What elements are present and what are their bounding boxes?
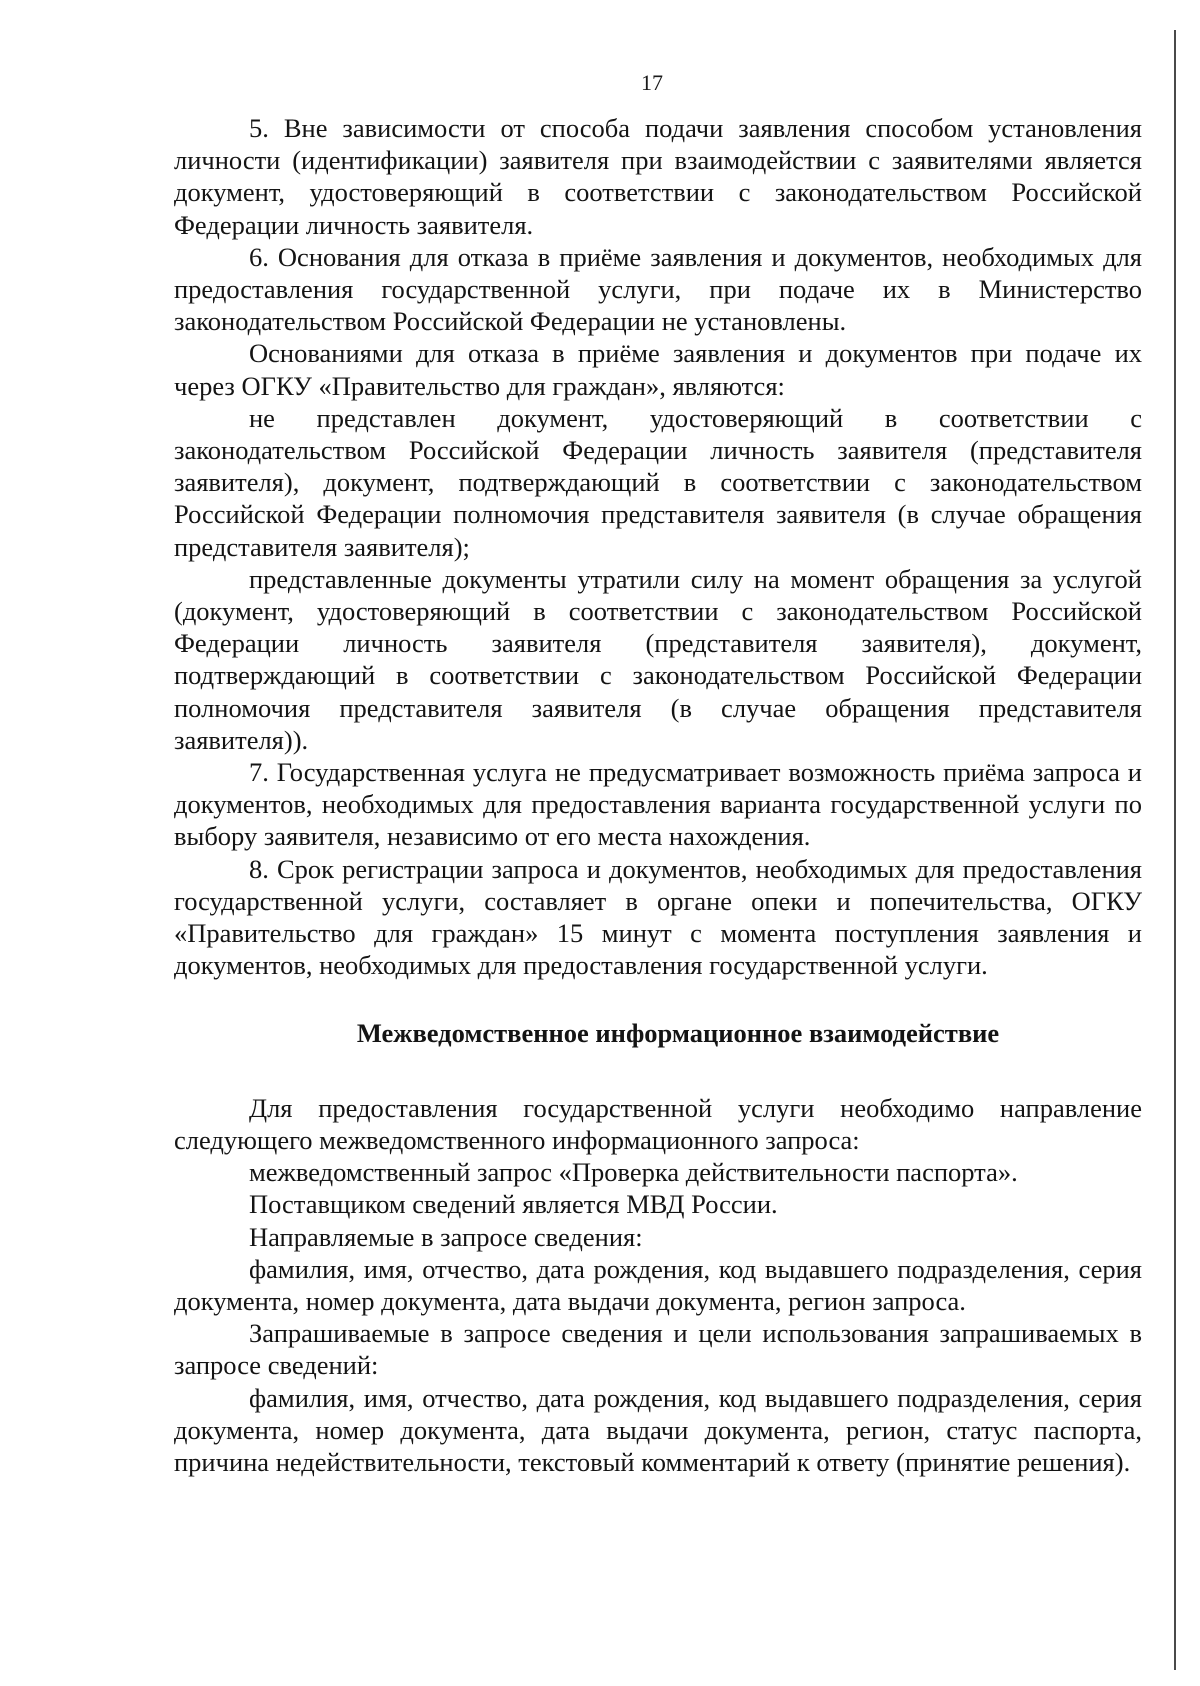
section-paragraph-sent-data-heading: Направляемые в запросе сведения: [249,1221,643,1252]
document-body [174,112,1142,1478]
scan-edge-line [1174,30,1176,1670]
section-title: Межведомственное информационное взаимодействие [356,1018,1000,1049]
paragraph-expired-documents: представленные документы утратили силу на момент обращения за услугой (документ, удостоверяющий в соответствии с законодательством Российской Федерации личность заявителя (представителя заявителя), документ, подтверждающий в соответствии с законодательством Российской Федерации полномочия представителя заявителя (в случае обращения представителя заявителя)). [174,563,1142,755]
page-number: 17 [641,70,663,95]
paragraph-7: 7. Государственная услуга не предусматривает возможность приёма запроса и документов, необходимых для предоставления варианта государственной услуги по выбору заявителя, независимо от его места нахождения. [174,757,1142,852]
section-paragraph-provider: Поставщиком сведений является МВД России. [249,1189,778,1220]
paragraph-8: 8. Срок регистрации запроса и документов, необходимых для предоставления государственной услуги, составляет в органе опеки и попечительства, ОГКУ «Правительство для граждан» 15 минут с момента поступления заявления и документов, необходимых для предоставления государственной услуги. [174,853,1142,981]
section-paragraph-sent-data: фамилия, имя, отчество, дата рождения, код выдавшего подразделения, серия документа, номер документа, дата выдачи документа, регион запроса. [174,1253,1142,1316]
section-paragraph-intro: Для предоставления государственной услуги необходимо направление следующего межведомственного информационного запроса: [174,1092,1142,1155]
paragraph-5: 5. Вне зависимости от способа подачи заявления способом установления личности (идентификации) заявителя при взаимодействии с заявителями является документ, удостоверяющий в соответствии с законодательством Российской Федерации личность заявителя. [174,113,1142,240]
interagency-section [174,1017,1142,1478]
paragraph-6: 6. Основания для отказа в приёме заявления и документов, необходимых для предоставления государственной услуги, при подаче их в Министерство законодательством Российской Федерации не установлены. [174,241,1142,337]
paragraph-no-identity-document: не представлен документ, удостоверяющий в соответствии с законодательством Российской Федерации личность заявителя (представителя заявителя), документ, подтверждающий в соответствии с законодательством Российской Федерации полномочия представителя заявителя (в случае обращения представителя заявителя); [174,402,1142,562]
section-paragraph-request-name: межведомственный запрос «Проверка действительности паспорта». [249,1157,1018,1188]
section-paragraph-requested-data-heading: Запрашиваемые в запросе сведения и цели использования запрашиваемых в запросе сведений: [174,1318,1142,1381]
section-paragraph-requested-data: фамилия, имя, отчество, дата рождения, код выдавшего подразделения, серия документа, номер документа, дата выдачи документа, регион, статус паспорта, причина недействительности, текстовый комментарий к ответу (принятие решения). [174,1382,1142,1477]
paragraph-refusal-grounds: Основаниями для отказа в приёме заявления и документов при подаче их через ОГКУ «Правительство для граждан», являются: [174,338,1142,401]
